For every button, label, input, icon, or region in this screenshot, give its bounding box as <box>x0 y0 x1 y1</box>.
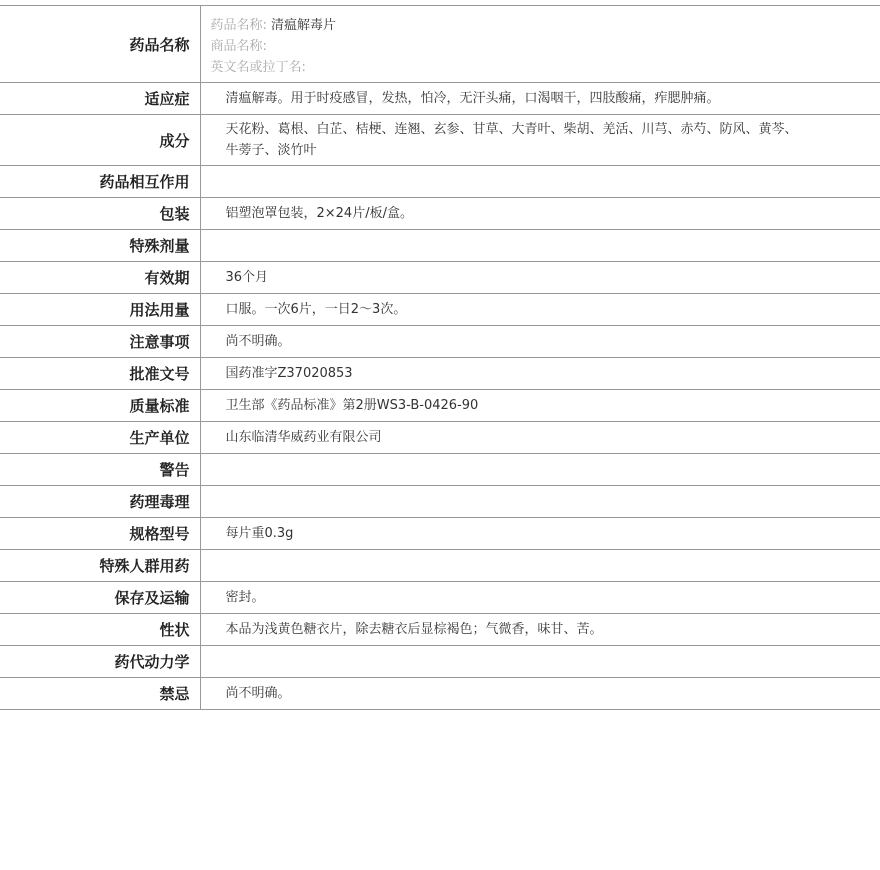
row-dosage <box>0 294 880 326</box>
row-storage <box>0 582 880 614</box>
row-value: 口服。一次6片，一日2～3次。 <box>200 294 880 326</box>
drug-names-cell <box>200 6 880 83</box>
row-value: 每片重0.3g <box>200 518 880 550</box>
row-label: 适应症 <box>0 83 200 115</box>
row-indications <box>0 83 880 115</box>
row-label: 注意事项 <box>0 326 200 358</box>
row-label: 药品名称 <box>0 6 200 83</box>
row-special-dosage <box>0 230 880 262</box>
row-value: 密封。 <box>200 582 880 614</box>
row-label: 药品相互作用 <box>0 166 200 198</box>
row-approval-number <box>0 358 880 390</box>
row-label: 特殊人群用药 <box>0 550 200 582</box>
trade-name-label: 商品名称: <box>210 39 267 54</box>
row-label: 保存及运输 <box>0 582 200 614</box>
row-label: 成分 <box>0 115 200 166</box>
generic-name-value: 清瘟解毒片 <box>271 18 337 33</box>
row-value <box>200 646 880 678</box>
trade-name-line <box>211 36 801 57</box>
row-value: 尚不明确。 <box>200 326 880 358</box>
row-label: 禁忌 <box>0 678 200 710</box>
row-label: 用法用量 <box>0 294 200 326</box>
row-shelf-life <box>0 262 880 294</box>
row-label: 包装 <box>0 198 200 230</box>
english-name-line <box>211 57 801 78</box>
row-precautions <box>0 326 880 358</box>
row-manufacturer <box>0 422 880 454</box>
row-label: 规格型号 <box>0 518 200 550</box>
row-quality-standard <box>0 390 880 422</box>
row-specification <box>0 518 880 550</box>
english-name-label: 英文名或拉丁名: <box>210 60 306 75</box>
row-interactions <box>0 166 880 198</box>
drug-info-table <box>0 5 880 710</box>
row-value: 尚不明确。 <box>200 678 880 710</box>
row-value: 清瘟解毒。用于时疫感冒，发热，怕冷，无汗头痛，口渴咽干，四肢酸痛，痄腮肿痛。 <box>200 83 880 115</box>
row-value <box>200 166 880 198</box>
row-value <box>200 486 880 518</box>
row-warning <box>0 454 880 486</box>
row-description <box>0 614 880 646</box>
row-value <box>200 550 880 582</box>
row-value: 天花粉、葛根、白芷、桔梗、连翘、玄参、甘草、大青叶、柴胡、羌活、川芎、赤芍、防风、黄芩、牛蒡子、淡竹叶 <box>200 115 880 166</box>
row-label: 警告 <box>0 454 200 486</box>
row-pharmacology <box>0 486 880 518</box>
generic-name-label: 药品名称: <box>210 18 267 33</box>
row-contraindications <box>0 678 880 710</box>
row-label: 特殊剂量 <box>0 230 200 262</box>
row-value <box>200 454 880 486</box>
row-pharmacokinetics <box>0 646 880 678</box>
row-value: 36个月 <box>200 262 880 294</box>
row-drug-names <box>0 6 880 83</box>
row-label: 药代动力学 <box>0 646 200 678</box>
row-packaging <box>0 198 880 230</box>
row-label: 性状 <box>0 614 200 646</box>
row-value: 铝塑泡罩包装，2×24片/板/盒。 <box>200 198 880 230</box>
row-label: 批准文号 <box>0 358 200 390</box>
row-value: 山东临清华威药业有限公司 <box>200 422 880 454</box>
row-label: 药理毒理 <box>0 486 200 518</box>
row-ingredients <box>0 115 880 166</box>
row-label: 质量标准 <box>0 390 200 422</box>
row-value: 本品为浅黄色糖衣片，除去糖衣后显棕褐色；气微香，味甘、苦。 <box>200 614 880 646</box>
row-label: 有效期 <box>0 262 200 294</box>
row-value <box>200 230 880 262</box>
generic-name-line <box>211 15 801 36</box>
row-special-populations <box>0 550 880 582</box>
row-value: 国药准字Z37020853 <box>200 358 880 390</box>
row-value: 卫生部《药品标准》第2册WS3-B-0426-90 <box>200 390 880 422</box>
row-label: 生产单位 <box>0 422 200 454</box>
